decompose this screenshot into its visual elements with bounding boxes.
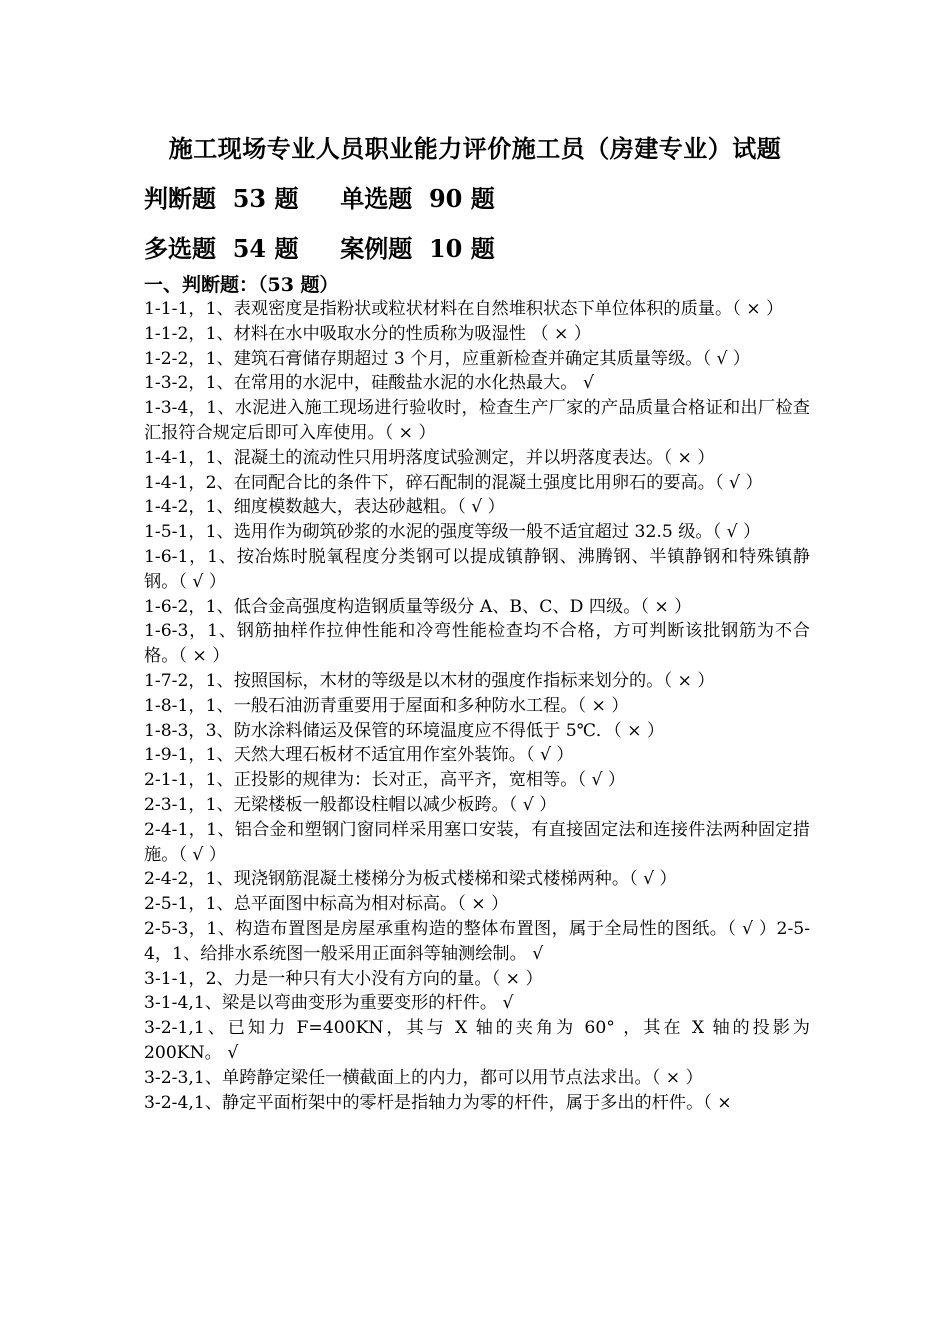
- question-item: 3-1-4,1、梁是以弯曲变形为重要变形的杆件。 √: [144, 993, 514, 1014]
- question-item: 1-2-2，1、建筑石膏储存期超过 3 个月，应重新检查并确定其质量等级。（ √ ）: [144, 348, 751, 369]
- question-item: 2-1-1，1、正投影的规律为：长对正，高平齐，宽相等。（ √ ）: [144, 770, 626, 791]
- question-item: 3-1-1，2、力是一种只有大小没有方向的量。（ × ）: [144, 968, 543, 989]
- question-item: 1-4-1，2、在同配合比的条件下，碎石配制的混凝土强度比用卵石的要高。（ √ ）: [144, 472, 763, 493]
- question-item: 1-8-1，1、一般石油沥青重要用于屋面和多种防水工程。（ × ）: [144, 695, 629, 716]
- question-item: 2-4-2，1、现浇钢筋混凝土楼梯分为板式楼梯和梁式楼梯两种。（ √ ）: [144, 869, 677, 890]
- question-item: 2-4-1，1、铝合金和塑钢门窗同样采用塞口安装，有直接固定法和连接件法两种固定措施。（ √ ）: [144, 819, 810, 865]
- question-item: 2-5-3，1、构造布置图是房屋承重构造的整体布置图，属于全局性的图纸。（ √ ）2-5-4，1、给排水系统图一般采用正面斜等轴测绘制。 √: [144, 918, 810, 964]
- question-item: 1-6-1，1、按冶炼时脱氧程度分类钢可以提成镇静钢、沸腾钢、半镇静钢和特殊镇静钢。（ √ ）: [144, 546, 810, 592]
- question-item: 3-2-4,1、静定平面桁架中的零杆是指轴力为零的杆件，属于多出的杆件。（ ×: [144, 1092, 732, 1113]
- question-item: 1-8-3，3、防水涂料储运及保管的环境温度应不得低于 5℃．（ × ）: [144, 720, 665, 741]
- question-count-line-2: 多选题 54 题 案例题 10 题: [144, 234, 495, 263]
- question-item: 1-1-1，1、表观密度是指粉状或粒状材料在自然堆积状态下单位体积的质量。（ × ）: [144, 299, 784, 319]
- question-item: 2-5-1，1、总平面图中标高为相对标高。（ × ）: [144, 894, 509, 915]
- question-item: 1-6-3，1、钢筋抽样作拉伸性能和冷弯性能检查均不合格，方可判断该批钢筋为不合格。（ × ）: [144, 621, 810, 667]
- question-item: 1-4-2，1、细度模数越大，表达砂越粗。（ √ ）: [144, 497, 505, 518]
- question-item: 1-5-1，1、选用作为砌筑砂浆的水泥的强度等级一般不适宜超过 32.5 级。（ √ ）: [144, 522, 761, 543]
- question-item: 1-6-2，1、低合金高强度构造钢质量等级分 A、B、C、D 四级。（ × ）: [144, 596, 692, 617]
- question-item: 1-7-2，1、按照国标，木材的等级是以木材的强度作指标来划分的。（ × ）: [144, 670, 715, 691]
- question-item: 3-2-3,1、单跨静定梁任一横截面上的内力，都可以用节点法求出。（ × ）: [144, 1067, 703, 1088]
- question-list: [144, 297, 810, 1115]
- section-heading: 一、判断题：（53 题）: [144, 274, 339, 296]
- question-item: 2-3-1，1、无梁楼板一般都设柱帽以减少板跨。（ √ ）: [144, 794, 557, 815]
- question-item: 3-2-1,1、已知力 F=400KN，其与 X 轴的夹角为 60° ，其在 X 轴的投影为 200KN。 √: [144, 1018, 810, 1063]
- question-item: 1-3-4，1、水泥进入施工现场进行验收时，检查生产厂家的产品质量合格证和出厂检查汇报符合规定后即可入库使用。（ × ）: [144, 398, 810, 443]
- question-item: 1-4-1，1、混凝土的流动性只用坍落度试验测定，并以坍落度表达。（ × ）: [144, 447, 715, 468]
- question-item: 1-1-2，1、材料在水中吸取水分的性质称为吸湿性 （ × ）: [144, 323, 592, 344]
- document-title: 施工现场专业人员职业能力评价施工员（房建专业）试题: [168, 134, 782, 163]
- question-item: 1-9-1，1、天然大理石板材不适宜用作室外装饰。（ √ ）: [144, 745, 574, 766]
- question-item: 1-3-2，1、在常用的水泥中，硅酸盐水泥的水化热最大。 √: [144, 373, 594, 394]
- question-count-line-1: 判断题 53 题 单选题 90 题: [144, 184, 495, 213]
